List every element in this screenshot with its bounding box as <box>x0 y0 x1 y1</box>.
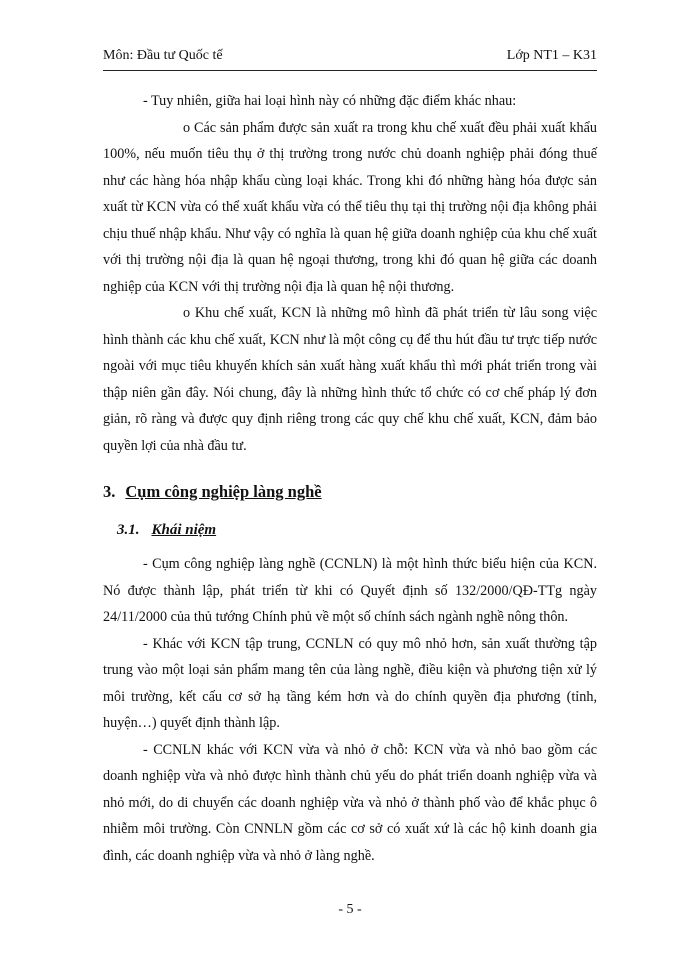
body-paragraph: - CCNLN khác với KCN vừa và nhỏ ở chỗ: KCN vừa và nhỏ bao gồm các doanh nghiệp vừa và nhỏ được hình thành chủ yếu do phát triển doanh nghiệp vừa và nhỏ mới, do di chuyển các doanh nghiệp vừa và nhỏ ở thành phố vào để khắc phục ô nhiễm môi trường. Còn CNNLN gồm các cơ sở có xuất xứ là các hộ kinh doanh gia đình, các doanh nghiệp vừa và nhỏ ở làng nghề. <box>103 741 597 864</box>
body-paragraph: - Khác với KCN tập trung, CCNLN có quy mô nhỏ hơn, sản xuất thường tập trung vào một loại sản phẩm mang tên của làng nghề, điều kiện và phương tiện xử lý môi trường, kết cấu cơ sở hạ tầng kém hơn và do chính quyền địa phương (tỉnh, huyện…) quyết định thành lập. <box>103 635 597 731</box>
page-header <box>103 48 597 68</box>
intro-paragraph: - Tuy nhiên, giữa hai loại hình này có những đặc điểm khác nhau: <box>143 93 517 109</box>
page-content <box>103 88 597 869</box>
bullet-paragraph: o Khu chế xuất, KCN là những mô hình đã phát triển từ lâu song việc hình thành các khu chế xuất, KCN như là một công cụ để thu hút đầu tư trực tiếp nước ngoài với mục tiêu khuyến khích sản xuất hàng xuất khẩu thì mới phát triển trong vài thập niên gần đây. Nói chung, đây là những hình thức tổ chức có cơ chế pháp lý đơn giản, rõ ràng và được quy định riêng trong các quy chế khu chế xuất, KCN, đảm bảo quyền lợi của nhà đầu tư. <box>103 305 597 454</box>
subsection-heading <box>103 519 597 541</box>
section-number: 3. <box>103 482 116 501</box>
header-divider <box>103 70 597 71</box>
subsection-title: Khái niệm <box>151 522 217 538</box>
bullet-paragraph: o Các sản phẩm được sản xuất ra trong khu chế xuất đều phải xuất khẩu 100%, nếu muốn tiêu thụ ở thị trường trong nước chủ doanh nghiệp phải đóng thuế như các hàng hóa nhập khẩu cùng loại khác. Trong khi đó những hàng hóa được sản xuất từ KCN vừa có thể xuất khẩu vừa có thể tiêu thụ tại thị trường nội địa không phải chịu thuế nhập khẩu. Như vậy có nghĩa là quan hệ giữa doanh nghiệp của khu chế xuất với thị trường nội địa là quan hệ ngoại thương, trong khi đó quan hệ giữa các doanh nghiệp của KCN với thị trường nội địa là quan hệ nội thương. <box>103 119 597 295</box>
section-title: Cụm công nghiệp làng nghề <box>125 482 322 501</box>
body-paragraph: - Cụm công nghiệp làng nghề (CCNLN) là một hình thức biểu hiện của KCN. Nó được thành lập, phát triển từ khi có Quyết định số 132/2000/QĐ-TTg ngày 24/11/2000 của thủ tướng Chính phủ về một số chính sách ngành nghề nông thôn. <box>103 556 597 625</box>
page-number: - 5 - <box>338 902 362 917</box>
class-name: Lớp NT1 – K31 <box>506 48 597 63</box>
section-heading <box>103 481 597 503</box>
subsection-number: 3.1. <box>117 522 140 538</box>
course-name: Môn: Đầu tư Quốc tế <box>103 48 223 63</box>
